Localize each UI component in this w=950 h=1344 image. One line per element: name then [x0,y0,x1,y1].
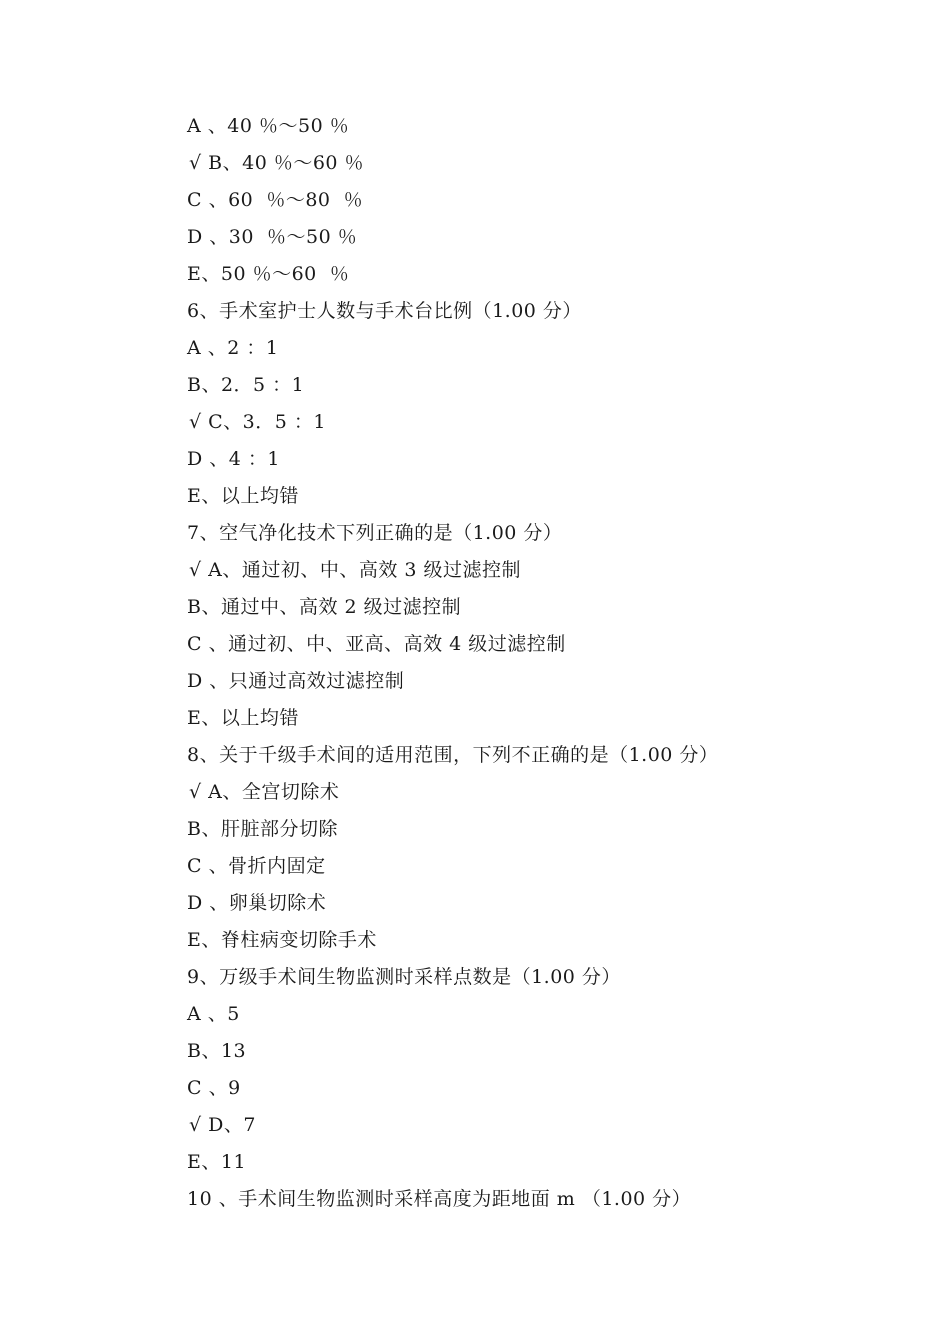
text-line: B、肝脏部分切除 [187,818,338,840]
answer-option-correct: √ A、通过初、中、高效 3 级过滤控制 [189,559,522,581]
text-line: B、13 [187,1040,247,1062]
text-line: 10 、手术间生物监测时采样高度为距地面 m （1.00 分） [187,1188,692,1210]
answer-option-correct: √ A、全宫切除术 [189,781,340,803]
text-line: A 、2 ：1 [187,337,279,359]
text-line: C 、9 [187,1077,241,1099]
text-line: B、通过中、高效 2 级过滤控制 [187,596,462,618]
text-line: D 、4 ：1 [187,448,280,470]
text-line: 9、万级手术间生物监测时采样点数是（1.00 分） [187,966,621,988]
text-line: B、2．5 ：1 [187,374,305,396]
text-line: E、以上均错 [187,707,299,729]
text-line: E、以上均错 [187,485,299,507]
text-line: 6、手术室护士人数与手术台比例（1.00 分） [187,300,582,322]
text-line: D 、只通过高效过滤控制 [187,670,405,692]
answer-option-correct: √ D、7 [189,1114,256,1136]
text-line: A 、40 ％～50 ％ [187,115,350,137]
text-line: E、脊柱病变切除手术 [187,929,377,951]
answer-option-correct: √ B、40 ％～60 ％ [189,152,365,174]
text-line: 8、关于千级手术间的适用范围，下列不正确的是（1.00 分） [187,744,719,766]
text-line: 7、空气净化技术下列正确的是（1.00 分） [187,522,563,544]
text-line: C 、骨折内固定 [187,855,326,877]
text-line: A 、5 [187,1003,240,1025]
text-line: E、11 [187,1151,247,1173]
text-line: E、50 ％～60 ％ [187,263,350,285]
text-line: D 、卵巢切除术 [187,892,327,914]
text-line: C 、通过初、中、亚高、高效 4 级过滤控制 [187,633,566,655]
answer-option-correct: √ C、3．5 ：1 [189,411,326,433]
question-list [187,108,887,1218]
text-line: C 、60 ％～80 ％ [187,189,364,211]
text-line: D 、30 ％～50 ％ [187,226,358,248]
